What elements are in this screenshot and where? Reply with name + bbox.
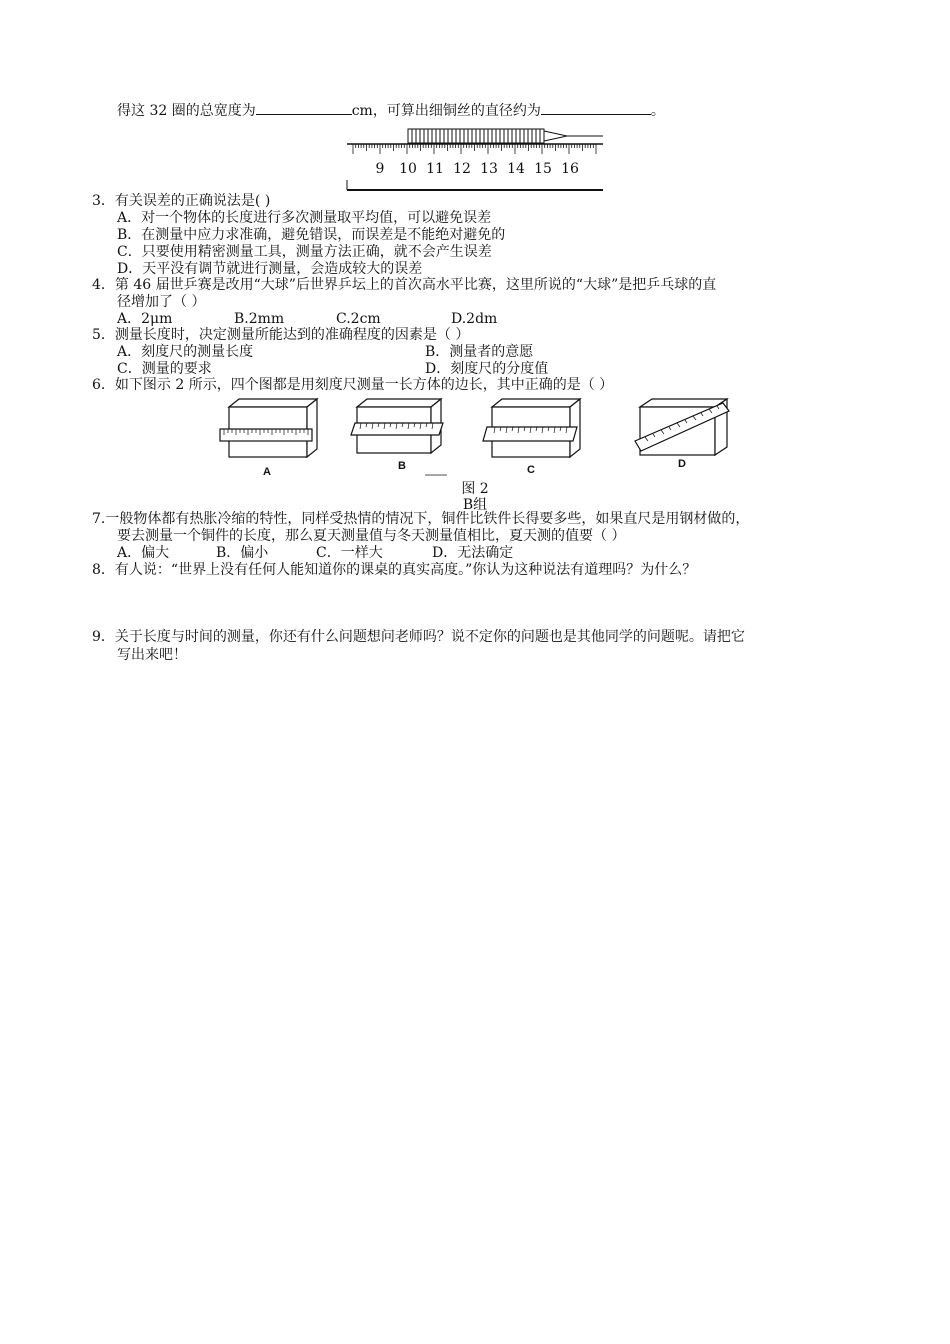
- q5-option-b[interactable]: B．测量者的意愿: [425, 344, 534, 360]
- q3-option-b[interactable]: B．在测量中应力求准确，避免错误，而误差是不能绝对避免的: [117, 227, 506, 243]
- q8-stem: 8．有人说：“世界上没有任何人能知道你的课桌的真实高度。”你认为这种说法有道理吗？为什么？: [92, 562, 697, 578]
- q5-stem: 5．测量长度时，决定测量所能达到的准确程度的因素是（ ）: [92, 327, 470, 343]
- ruler-tick-label: 12: [453, 161, 471, 177]
- q4-option-d[interactable]: D.2dm: [451, 311, 498, 327]
- ruler-tick-label: 15: [534, 161, 552, 177]
- q4-option-b[interactable]: B.2mm: [234, 311, 285, 327]
- q7-option-c[interactable]: C．一样大: [316, 545, 383, 561]
- q9-stem-line1: 9．关于长度与时间的测量，你还有什么问题想问老师吗？说不定你的问题也是其他同学的问题呢。请把它: [92, 629, 745, 645]
- figure-2-label-c: C: [527, 464, 535, 476]
- ruler-tick-label: 14: [507, 161, 525, 177]
- figure-2-label-d: D: [678, 458, 686, 470]
- q5-option-d[interactable]: D．刻度尺的分度值: [425, 361, 549, 377]
- q3-stem: 3．有关误差的正确说法是( ): [92, 193, 271, 209]
- intro-line: [117, 100, 665, 120]
- figure-2-d: [635, 399, 729, 455]
- q4-stem-line2: 径增加了（ ）: [117, 294, 206, 310]
- q9-stem-line2: 写出来吧！: [117, 647, 187, 663]
- q7-option-a[interactable]: A．偏大: [117, 545, 170, 561]
- q6-stem: 6．如下图示 2 所示，四个图都是用刻度尺测量一长方体的边长，其中正确的是（ ）: [92, 377, 614, 393]
- ruler-tick-label: 16: [561, 161, 579, 177]
- q7-option-b[interactable]: B．偏小: [216, 545, 269, 561]
- figure-2-c: [483, 399, 580, 457]
- q7-option-d[interactable]: D．无法确定: [432, 545, 514, 561]
- q3-option-a[interactable]: A．对一个物体的长度进行多次测量取平均值，可以避免误差: [117, 210, 492, 226]
- intro-text-3: 。: [650, 103, 665, 119]
- ruler-coil-figure: [345, 124, 615, 194]
- ruler-tick-label: 11: [426, 161, 444, 177]
- ruler-tick-label: 13: [480, 161, 498, 177]
- total-width-blank[interactable]: [256, 100, 352, 115]
- figure-2: [215, 395, 735, 485]
- intro-text-2: cm，可算出细铜丝的直径约为: [351, 103, 541, 119]
- figure-2-caption: 图 2: [461, 481, 489, 497]
- q3-option-c[interactable]: C．只要使用精密测量工具，测量方法正确，就不会产生误差: [117, 244, 492, 260]
- q5-option-c[interactable]: C．测量的要求: [117, 361, 212, 377]
- q4-stem-line1: 4．第 46 届世乒赛是改用“大球”后世界乒坛上的首次高水平比赛，这里所说的“大球”是把乒乓球的直: [92, 277, 717, 293]
- group-heading: B组: [462, 497, 488, 513]
- ruler-tick-label: 9: [375, 161, 385, 177]
- q5-option-a[interactable]: A．刻度尺的测量长度: [117, 344, 254, 360]
- q7-stem-line1: 7.一般物体都有热胀冷缩的特性，同样受热情的情况下，铜件比铁件长得要多些，如果直尺是用钢材做的，: [92, 511, 750, 527]
- diameter-blank[interactable]: [541, 100, 651, 115]
- figure-2-label-b: B: [398, 460, 406, 472]
- figure-2-b: [351, 399, 443, 453]
- ruler-tick-label: 10: [399, 161, 417, 177]
- q7-stem-line2: 要去测量一个铜件的长度，那么夏天测量值与冬天测量值相比，夏天测的值要（ ）: [117, 528, 626, 544]
- copper-coil: [408, 129, 603, 143]
- figure-2-label-a: A: [263, 466, 271, 478]
- q4-option-c[interactable]: C.2cm: [336, 311, 381, 327]
- figure-2-a: [220, 399, 317, 457]
- q3-option-d[interactable]: D．天平没有调节就进行测量，会造成较大的误差: [117, 261, 423, 277]
- q4-option-a[interactable]: A．2μm: [117, 311, 173, 327]
- intro-text-1: 得这 32 圈的总宽度为: [117, 103, 256, 119]
